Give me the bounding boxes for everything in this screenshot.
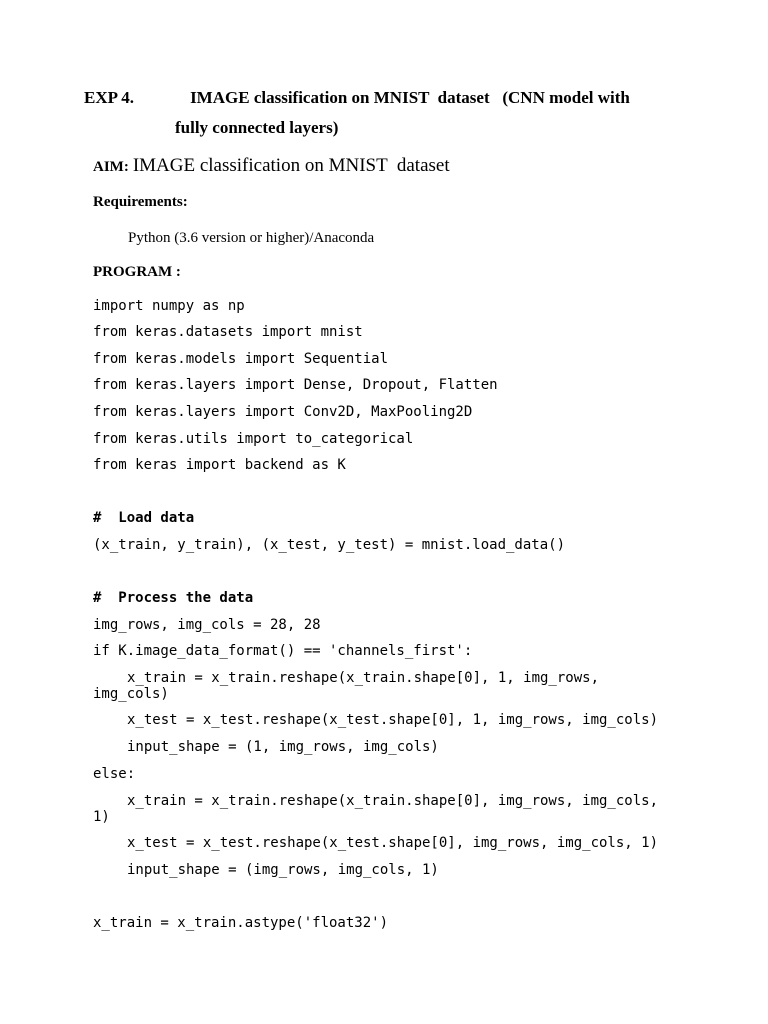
code-line: else:	[93, 766, 136, 782]
aim-row	[93, 155, 450, 177]
code-line: from keras.layers import Conv2D, MaxPooling2D	[93, 404, 473, 420]
code-line: (x_train, y_train), (x_test, y_test) = mnist.load_data()	[93, 537, 566, 553]
code-line: from keras.datasets import mnist	[93, 324, 363, 340]
requirements-label: Requirements:	[93, 194, 188, 210]
code-line: x_train = x_train.reshape(x_train.shape[0], img_rows, img_cols,	[127, 793, 659, 809]
exp-title-line2: fully connected layers)	[175, 118, 339, 137]
code-line: import numpy as np	[93, 298, 245, 314]
code-line: x_test = x_test.reshape(x_test.shape[0], 1, img_rows, img_cols)	[127, 712, 659, 728]
code-line: from keras.utils import to_categorical	[93, 431, 414, 447]
code-line: x_train = x_train.astype('float32')	[93, 915, 389, 931]
code-line: x_test = x_test.reshape(x_test.shape[0], img_rows, img_cols, 1)	[127, 835, 659, 851]
code-line: img_cols)	[93, 686, 169, 702]
code-line: input_shape = (img_rows, img_cols, 1)	[127, 862, 439, 878]
code-line: if K.image_data_format() == 'channels_first':	[93, 643, 473, 659]
aim-label: AIM:	[93, 159, 129, 175]
code-line: 1)	[93, 809, 110, 825]
exp-title-line1	[84, 88, 630, 108]
program-label: PROGRAM :	[93, 264, 181, 280]
code-line: input_shape = (1, img_rows, img_cols)	[127, 739, 439, 755]
aim-text: IMAGE classification on MNIST dataset	[132, 155, 450, 176]
code-line: from keras import backend as K	[93, 457, 346, 473]
code-comment: # Process the data	[93, 590, 254, 606]
requirements-item: Python (3.6 version or higher)/Anaconda	[128, 230, 375, 246]
exp-label: EXP 4.	[84, 88, 135, 107]
code-line: from keras.layers import Dense, Dropout, Flatten	[93, 377, 498, 393]
code-comment: # Load data	[93, 510, 195, 526]
exp-title: IMAGE classification on MNIST dataset (CNN model with	[190, 88, 630, 107]
code-line: x_train = x_train.reshape(x_train.shape[0], 1, img_rows,	[127, 670, 600, 686]
code-line: from keras.models import Sequential	[93, 351, 389, 367]
code-line: img_rows, img_cols = 28, 28	[93, 617, 321, 633]
